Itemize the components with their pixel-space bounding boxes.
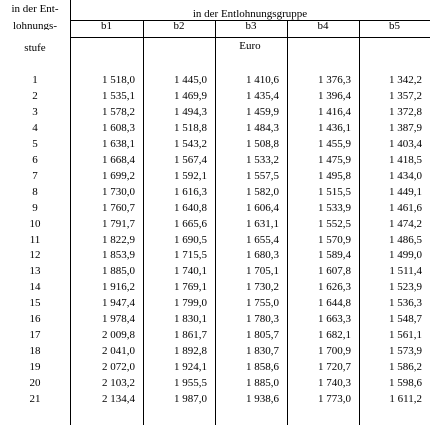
table-cell: 1 791,7 [102,217,135,230]
table-cell: 1 730,0 [102,185,135,198]
row-stufe-label: 8 [32,185,38,198]
table-cell: 1 892,8 [174,345,207,358]
table-cell: 1 418,5 [389,153,422,166]
table-cell: 1 499,0 [389,249,422,262]
table-cell: 2 134,4 [102,393,135,405]
stub-header-line-1: in der Ent- [11,3,59,15]
table-cell: 1 552,5 [318,217,351,230]
row-stufe-label: 2 [32,90,38,102]
table-cell: 1 435,4 [246,90,279,102]
table-cell: 1 858,6 [246,361,279,374]
table-cell: 1 715,5 [174,249,207,262]
unit-label: Euro [239,40,261,52]
table-cell: 1 372,8 [389,105,422,118]
table-cell: 1 740,1 [174,265,207,278]
table-cell: 1 536,3 [389,297,422,310]
table-cell: 1 755,0 [246,297,279,310]
table-cell: 1 548,7 [389,313,422,326]
table-cell: 1 469,9 [174,90,207,102]
column-separator-line [143,20,144,425]
row-stufe-label: 16 [29,313,41,326]
table-cell: 1 616,3 [174,185,207,198]
table-cell: 1 598,6 [389,377,422,390]
row-stufe-label: 19 [29,361,41,374]
table-cell: 1 533,2 [246,153,279,166]
table-cell: 1 720,7 [318,361,351,374]
row-stufe-label: 20 [29,377,41,390]
table-cell: 1 885,0 [246,377,279,390]
table-cell: 1 638,1 [102,137,135,150]
row-stufe-label: 9 [32,201,38,214]
column-separator-line [215,20,216,425]
table-cell: 1 357,2 [389,90,422,102]
table-cell: 1 690,5 [174,233,207,246]
table-cell: 1 475,9 [318,153,351,166]
row-stufe-label: 4 [32,121,38,134]
table-cell: 1 434,0 [389,169,422,182]
table-cell: 1 938,6 [246,393,279,405]
column-header-b1: b1 [101,20,112,31]
row-stufe-label: 18 [29,345,41,358]
row-stufe-label: 3 [32,105,38,118]
table-cell: 1 459,9 [246,105,279,118]
column-header-underline [70,37,430,38]
column-header-b4: b4 [317,20,329,31]
table-cell: 1 608,3 [102,121,135,134]
table-cell: 1 947,4 [102,297,135,310]
table-cell: 1 474,2 [389,217,422,230]
table-cell: 1 607,8 [318,265,351,278]
table-cell: 1 461,6 [389,201,422,214]
table-cell: 1 561,1 [389,329,422,342]
table-cell: 1 740,3 [318,377,351,390]
row-stufe-label: 21 [29,393,41,405]
table-cell: 1 495,8 [318,169,351,182]
table-cell: 1 830,1 [174,313,207,326]
table-cell: 1 518,0 [102,74,135,86]
table-cell: 1 822,9 [102,233,135,246]
table-cell: 1 586,2 [389,361,422,374]
table-cell: 1 655,4 [246,233,279,246]
table-cell: 1 885,0 [102,265,135,278]
column-separator-line [359,20,360,425]
table-cell: 1 700,9 [318,345,351,358]
table-cell: 1 582,0 [246,185,279,198]
table-cell: 1 494,3 [174,105,207,118]
table-cell: 1 518,8 [174,121,207,134]
row-stufe-label: 15 [29,297,41,310]
row-stufe-label: 1 [32,74,38,86]
table-cell: 1 680,3 [246,249,279,262]
stub-header-line-2: lohnungs- [13,20,57,30]
column-separator-line [287,20,288,425]
stub-header-line-3: stufe [24,42,46,54]
table-cell: 1 570,9 [318,233,351,246]
table-cell: 1 567,4 [174,153,207,166]
table-cell: 1 445,0 [174,74,207,86]
table-cell: 1 644,8 [318,297,351,310]
row-stufe-label: 5 [32,137,38,150]
table-cell: 1 853,9 [102,249,135,262]
column-header-b5: b5 [389,20,400,31]
table-cell: 1 606,4 [246,201,279,214]
row-stufe-label: 14 [29,281,41,294]
table-cell: 1 543,2 [174,137,207,150]
group-title: in der Entlohnungsgruppe [192,8,308,20]
table-cell: 2 041,0 [102,345,135,358]
row-stufe-label: 7 [32,169,38,182]
table-cell: 1 557,5 [246,169,279,182]
table-cell: 1 682,1 [318,329,351,342]
table-cell: 1 403,4 [389,137,422,150]
table-cell: 1 799,0 [174,297,207,310]
row-stufe-label: 10 [29,217,41,230]
column-header-b2: b2 [173,20,185,31]
table-cell: 1 780,3 [246,313,279,326]
table-cell: 2 072,0 [102,361,135,374]
table-cell: 1 436,1 [318,121,351,134]
table-cell: 1 508,8 [246,137,279,150]
table-cell: 1 376,3 [318,74,351,86]
table-cell: 1 449,1 [389,185,422,198]
table-cell: 1 523,9 [389,281,422,294]
table-cell: 1 631,1 [246,217,279,230]
table-cell: 1 955,5 [174,377,207,390]
table-cell: 1 535,1 [102,90,135,102]
table-cell: 1 626,3 [318,281,351,294]
table-cell: 1 511,4 [389,265,422,278]
table-cell: 1 342,2 [389,74,422,86]
table-cell: 1 455,9 [318,137,351,150]
table-cell: 1 396,4 [318,90,351,102]
table-cell: 1 916,2 [102,281,135,294]
table-cell: 1 486,5 [389,233,422,246]
table-cell: 1 668,4 [102,153,135,166]
row-stufe-label: 11 [29,233,41,246]
table-cell: 1 611,2 [389,393,422,405]
table-cell: 1 410,6 [246,74,279,86]
table-cell: 1 769,1 [174,281,207,294]
table-cell: 1 515,5 [318,185,351,198]
table-cell: 2 103,2 [102,377,135,390]
table-cell: 1 387,9 [389,121,422,134]
table-cell: 1 699,2 [102,169,135,182]
table-cell: 1 640,8 [174,201,207,214]
table-cell: 2 009,8 [102,329,135,342]
table-cell: 1 730,2 [246,281,279,294]
table-cell: 1 861,7 [174,329,207,342]
table-cell: 1 578,2 [102,105,135,118]
table-cell: 1 533,9 [318,201,351,214]
row-stufe-label: 12 [29,249,41,262]
table-cell: 1 484,3 [246,121,279,134]
table-cell: 1 589,4 [318,249,351,262]
table-cell: 1 773,0 [318,393,351,405]
table-cell: 1 705,1 [246,265,279,278]
table-cell: 1 760,7 [102,201,135,214]
column-header-b3: b3 [245,20,257,31]
row-stufe-label: 13 [29,265,41,278]
table-cell: 1 987,0 [174,393,207,405]
stub-separator-line [70,0,71,425]
table-cell: 1 663,3 [318,313,351,326]
table-cell: 1 805,7 [246,329,279,342]
table-cell: 1 665,6 [174,217,207,230]
table-cell: 1 830,7 [246,345,279,358]
table-cell: 1 924,1 [174,361,207,374]
table-cell: 1 978,4 [102,313,135,326]
row-stufe-label: 17 [29,329,41,342]
table-cell: 1 592,1 [174,169,207,182]
row-stufe-label: 6 [32,153,38,166]
table-cell: 1 573,9 [389,345,422,358]
table-cell: 1 416,4 [318,105,351,118]
